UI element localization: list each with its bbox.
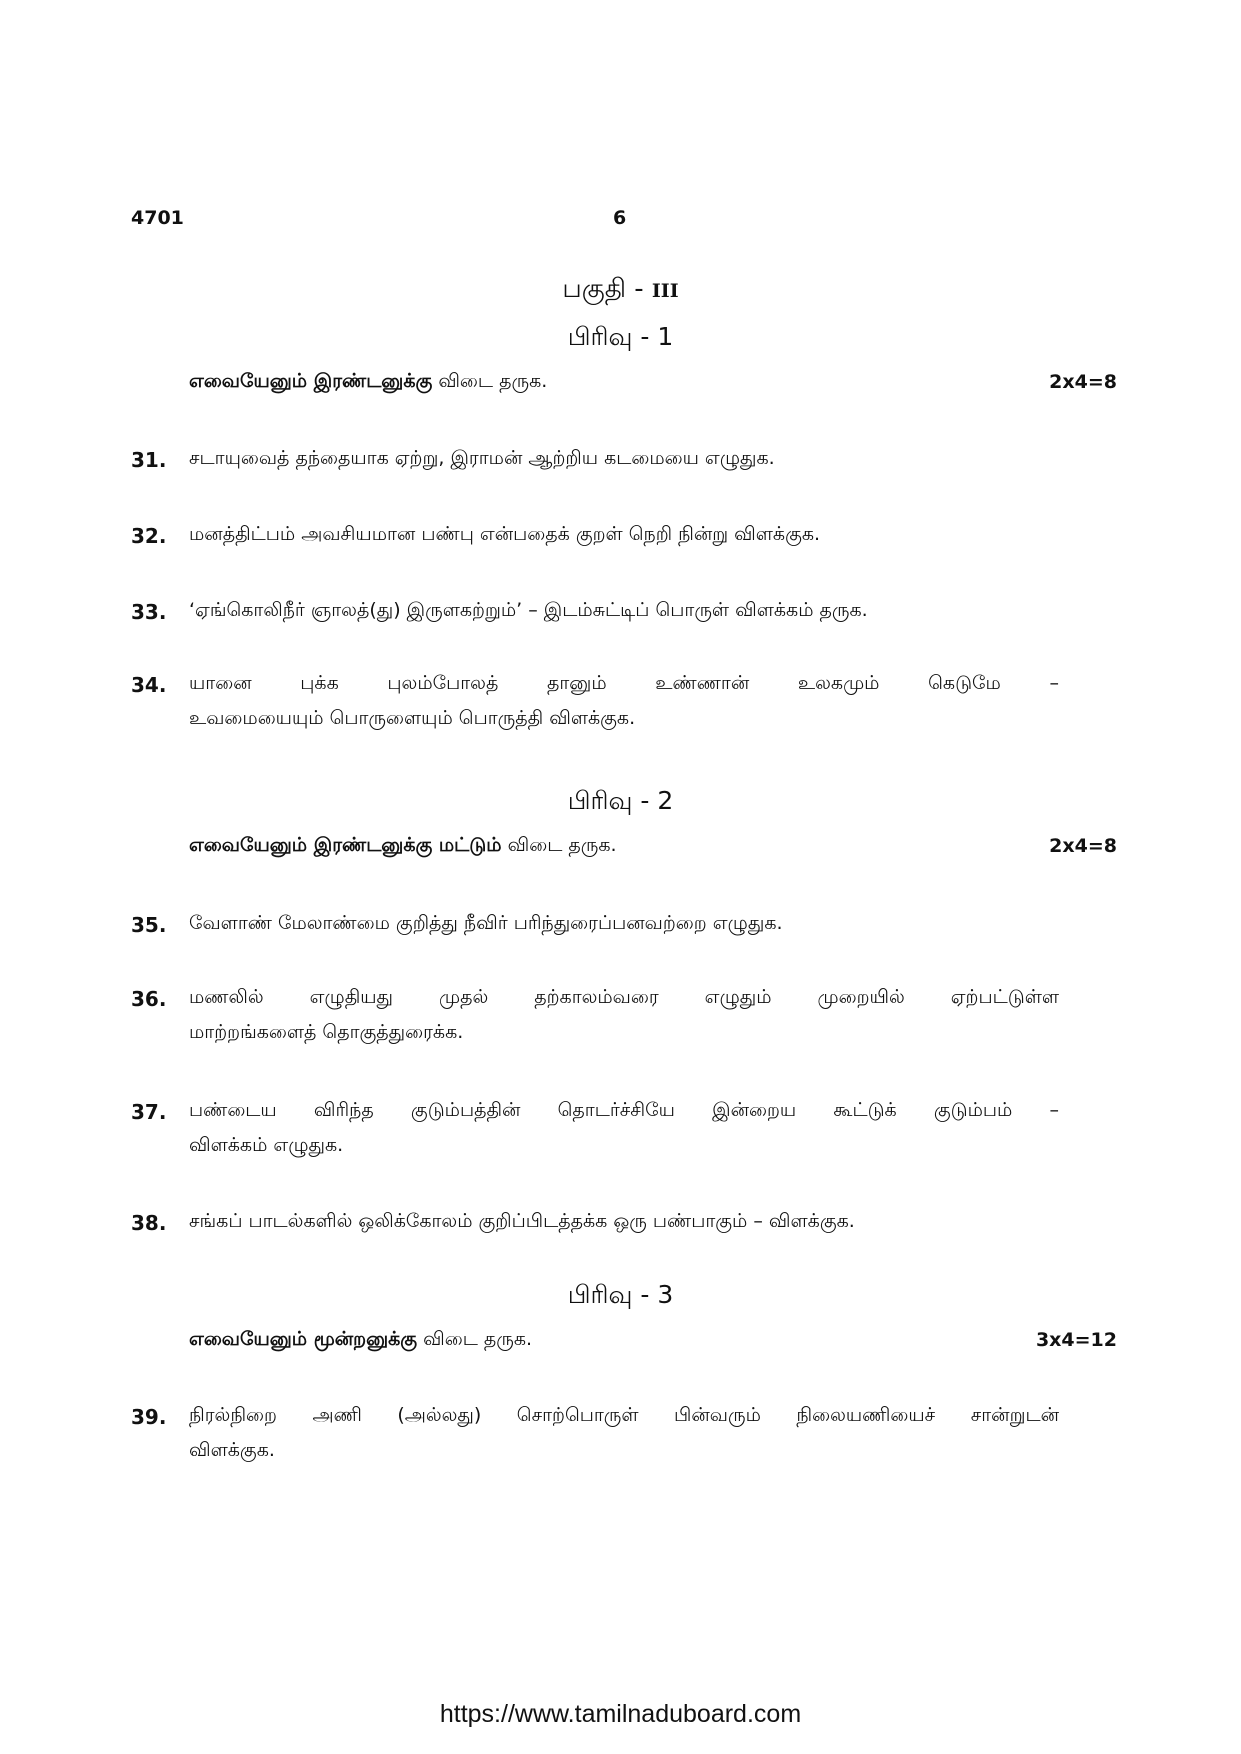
page-number: 6 [613, 207, 627, 229]
question-text-line-2: விளக்குக. [189, 1439, 275, 1461]
question-text-line-2: உவமையையும் பொருளையும் பொருத்தி விளக்குக. [189, 707, 636, 729]
question-number: 35. [131, 913, 167, 937]
instruction-rest: விடை தருக. [432, 370, 548, 392]
section-2-instruction [189, 834, 617, 859]
section-1-instruction [189, 370, 547, 395]
question-text-line-2: விளக்கம் எழுதுக. [189, 1134, 344, 1156]
question-text-line-1: பண்டைய விரிந்த குடும்பத்தின் தொடர்ச்சியே இன்றைய கூட்டுக் குடும்பம் – [189, 1099, 1059, 1121]
instruction-bold: எவையேனும் இரண்டனுக்கு மட்டும் [189, 834, 502, 856]
paper-code: 4701 [131, 207, 184, 229]
question-text: சங்கப் பாடல்களில் ஒலிக்கோலம் குறிப்பிடத்தக்க ஒரு பண்பாகும் – விளக்குக. [189, 1210, 855, 1232]
instruction-bold: எவையேனும் இரண்டனுக்கு [189, 370, 433, 392]
section-3-marks: 3x4=12 [1035, 1329, 1117, 1351]
section-3-instruction [189, 1328, 532, 1353]
instruction-bold: எவையேனும் மூன்றனுக்கு [189, 1328, 418, 1350]
question-text-line-1: யானை புக்க புலம்போலத் தானும் உண்ணான் உலகமும் கெடுமே – [189, 672, 1059, 694]
section-2-title: பிரிவு - 2 [567, 786, 674, 815]
question-text: மனத்திட்பம் அவசியமான பண்பு என்பதைக் குறள் நெறி நின்று விளக்குக. [189, 523, 821, 545]
question-text: ‘ஏங்கொலிநீர் ஞாலத்(து) இருளகற்றும்’ – இடம்சுட்டிப் பொருள் விளக்கம் தருக. [189, 599, 868, 621]
question-text: சடாயுவைத் தந்தையாக ஏற்று, இராமன் ஆற்றிய கடமையை எழுதுக. [189, 447, 775, 469]
section-1-title: பிரிவு - 1 [567, 322, 674, 351]
instruction-rest: விடை தருக. [501, 834, 617, 856]
question-text: வேளாண் மேலாண்மை குறித்து நீவிர் பரிந்துரைப்பனவற்றை எழுதுக. [189, 912, 783, 934]
question-number: 32. [131, 524, 167, 548]
question-number: 33. [131, 600, 167, 624]
question-text-line-1: மணலில் எழுதியது முதல் தற்காலம்வரை எழுதும் முறையில் ஏற்பட்டுள்ள [189, 986, 1059, 1008]
part-label: பகுதி - [562, 274, 644, 304]
question-number: 34. [131, 673, 167, 697]
question-number: 36. [131, 987, 167, 1011]
section-3-title: பிரிவு - 3 [567, 1280, 674, 1309]
footer-url: https://www.tamilnaduboard.com [439, 1700, 802, 1728]
question-number: 38. [131, 1211, 167, 1235]
question-text-line-1: நிரல்நிறை அணி (அல்லது) சொற்பொருள் பின்வரும் நிலையணியைச் சான்றுடன் [189, 1404, 1059, 1426]
question-number: 39. [131, 1405, 167, 1429]
question-number: 37. [131, 1100, 167, 1124]
part-roman-numeral: III [651, 280, 679, 302]
instruction-rest: விடை தருக. [417, 1328, 533, 1350]
question-number: 31. [131, 448, 167, 472]
section-2-marks: 2x4=8 [1049, 835, 1117, 857]
question-text-line-2: மாற்றங்களைத் தொகுத்துரைக்க. [189, 1021, 464, 1043]
part-heading [0, 274, 1241, 307]
section-1-marks: 2x4=8 [1049, 371, 1117, 393]
